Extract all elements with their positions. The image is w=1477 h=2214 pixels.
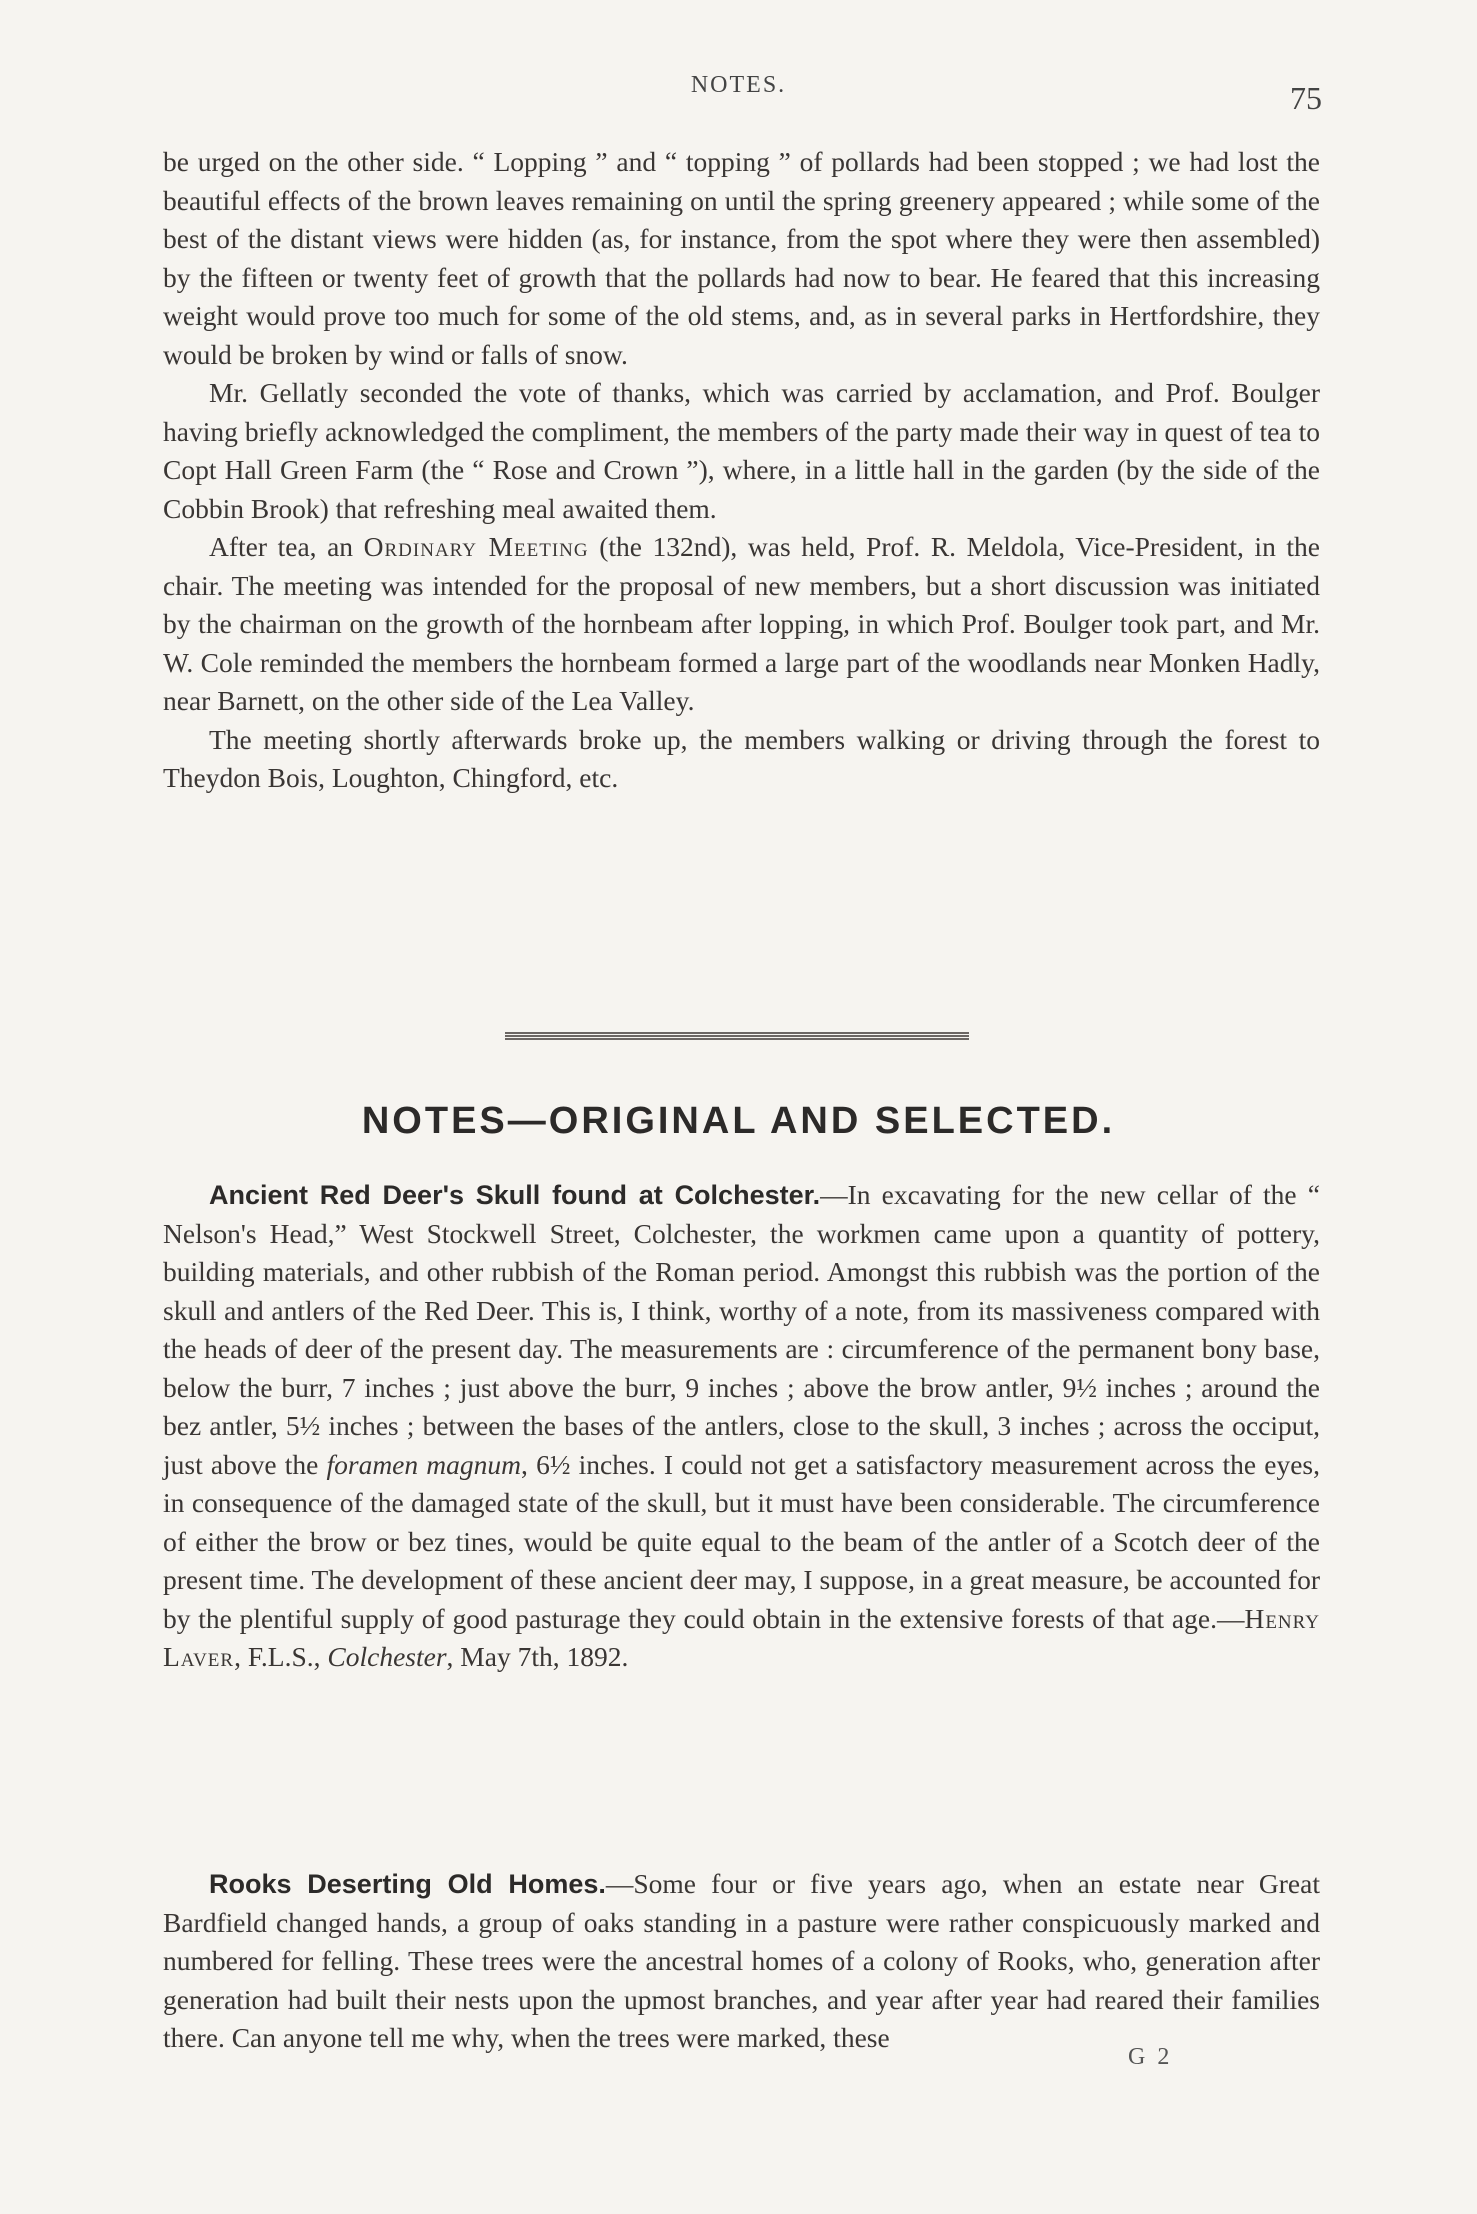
paragraph xyxy=(163,528,1320,721)
italic-term: foramen magnum xyxy=(326,1448,522,1480)
running-head: NOTES. xyxy=(690,72,787,98)
page-number: 75 xyxy=(1290,80,1322,116)
text-run: , F.L.S., xyxy=(234,1641,328,1672)
note-heading: Ancient Red Deer's Skull found at Colchester. xyxy=(209,1180,821,1210)
section-divider xyxy=(505,1032,969,1040)
signature-mark: G 2 xyxy=(1128,2044,1173,2070)
paragraph xyxy=(163,1865,1320,2058)
note-red-deer-skull xyxy=(163,1176,1320,1677)
meeting-name: Ordinary Meeting xyxy=(363,531,589,562)
continued-text xyxy=(163,143,1320,798)
text-run: , 6½ inches. I could not get a satisfactory measurement across the eyes, in consequence of the damaged state of the skull, but it must have been considerable. The circumference of either the brow or bez tines, would be quite equal to the beam of the antler of a Scotch deer of the present time. The development of these ancient deer may, I suppose, in a great measure, be accounted for by the plentiful supply of good pasturage they could obtain in the extensive forests of that age.— xyxy=(163,1448,1320,1634)
paragraph: Mr. Gellatly seconded the vote of thanks, which was carried by acclamation, and Prof. Boulger having briefly acknowledged the compliment, the members of the party made their way in quest of tea to Copt Hall Green Farm (the “ Rose and Crown ”), where, in a little hall in the garden (by the side of the Cobbin Brook) that refreshing meal awaited them. xyxy=(163,377,1320,524)
paragraph: be urged on the other side. “ Lopping ” and “ topping ” of pollards had been stopped ; we had lost the beautiful effects of the brown leaves remaining on until the spring greenery appeared ; while some of the best of the distant views were hidden (as, for instance, from the spot where they were then assembled) by the fifteen or twenty feet of growth that the pollards had now to bear. He feared that this increasing weight would prove too much for some of the old stems, and, as in several parks in Hertfordshire, they would be broken by wind or falls of snow. xyxy=(163,146,1320,370)
text-run: —Some four or five years ago, when an estate near Great Bardfield changed hands, a group of oaks standing in a pasture were rather conspicuously marked and numbered for felling. These trees were the ancestral homes of a colony of Rooks, who, generation after generation had built their nests upon the upmost branches, and year after year had reared their families there. Can anyone tell me why, when the trees were marked, these xyxy=(163,1868,1320,2053)
note-rooks xyxy=(163,1865,1320,2058)
section-title: NOTES—ORIGINAL AND SELECTED. xyxy=(361,1100,1116,1142)
paragraph: The meeting shortly afterwards broke up, the members walking or driving through the forest to Theydon Bois, Loughton, Chingford, etc. xyxy=(163,723,1320,793)
note-place: Colchester xyxy=(327,1641,447,1672)
text-run: (the 132nd), was held, Prof. R. Meldola, Vice-President, in the chair. The meeting was intended for the proposal of new members, but a short discussion was initiated by the chairman on the growth of the hornbeam after lopping, in which Prof. Boulger took part, and Mr. W. Cole reminded the members the hornbeam formed a large part of the woodlands near Monken Hadly, near Barnett, on the other side of the Lea Valley. xyxy=(163,531,1320,716)
note-author: Henry Laver xyxy=(163,1602,1320,1672)
text-run: After tea, an xyxy=(209,531,364,562)
text-run: —In excavating for the new cellar of the “ Nelson's Head,” West Stockwell Street, Colchester, the workmen came upon a quantity of pottery, building materials, and other rubbish of the Roman period. Amongst this rubbish was the portion of the skull and antlers of the Red Deer. This is, I think, worthy of a note, from its massiveness compared with the heads of deer of the present day. The measurements are : circumference of the permanent bony base, below the burr, 7 inches ; just above the burr, 9 inches ; above the brow antler, 9½ inches ; around the bez antler, 5½ inches ; between the bases of the antlers, close to the skull, 3 inches ; across the occiput, just above the xyxy=(163,1179,1320,1480)
note-date: , May 7th, 1892. xyxy=(446,1641,629,1672)
paragraph xyxy=(163,1176,1320,1677)
note-heading: Rooks Deserting Old Homes. xyxy=(209,1869,606,1899)
